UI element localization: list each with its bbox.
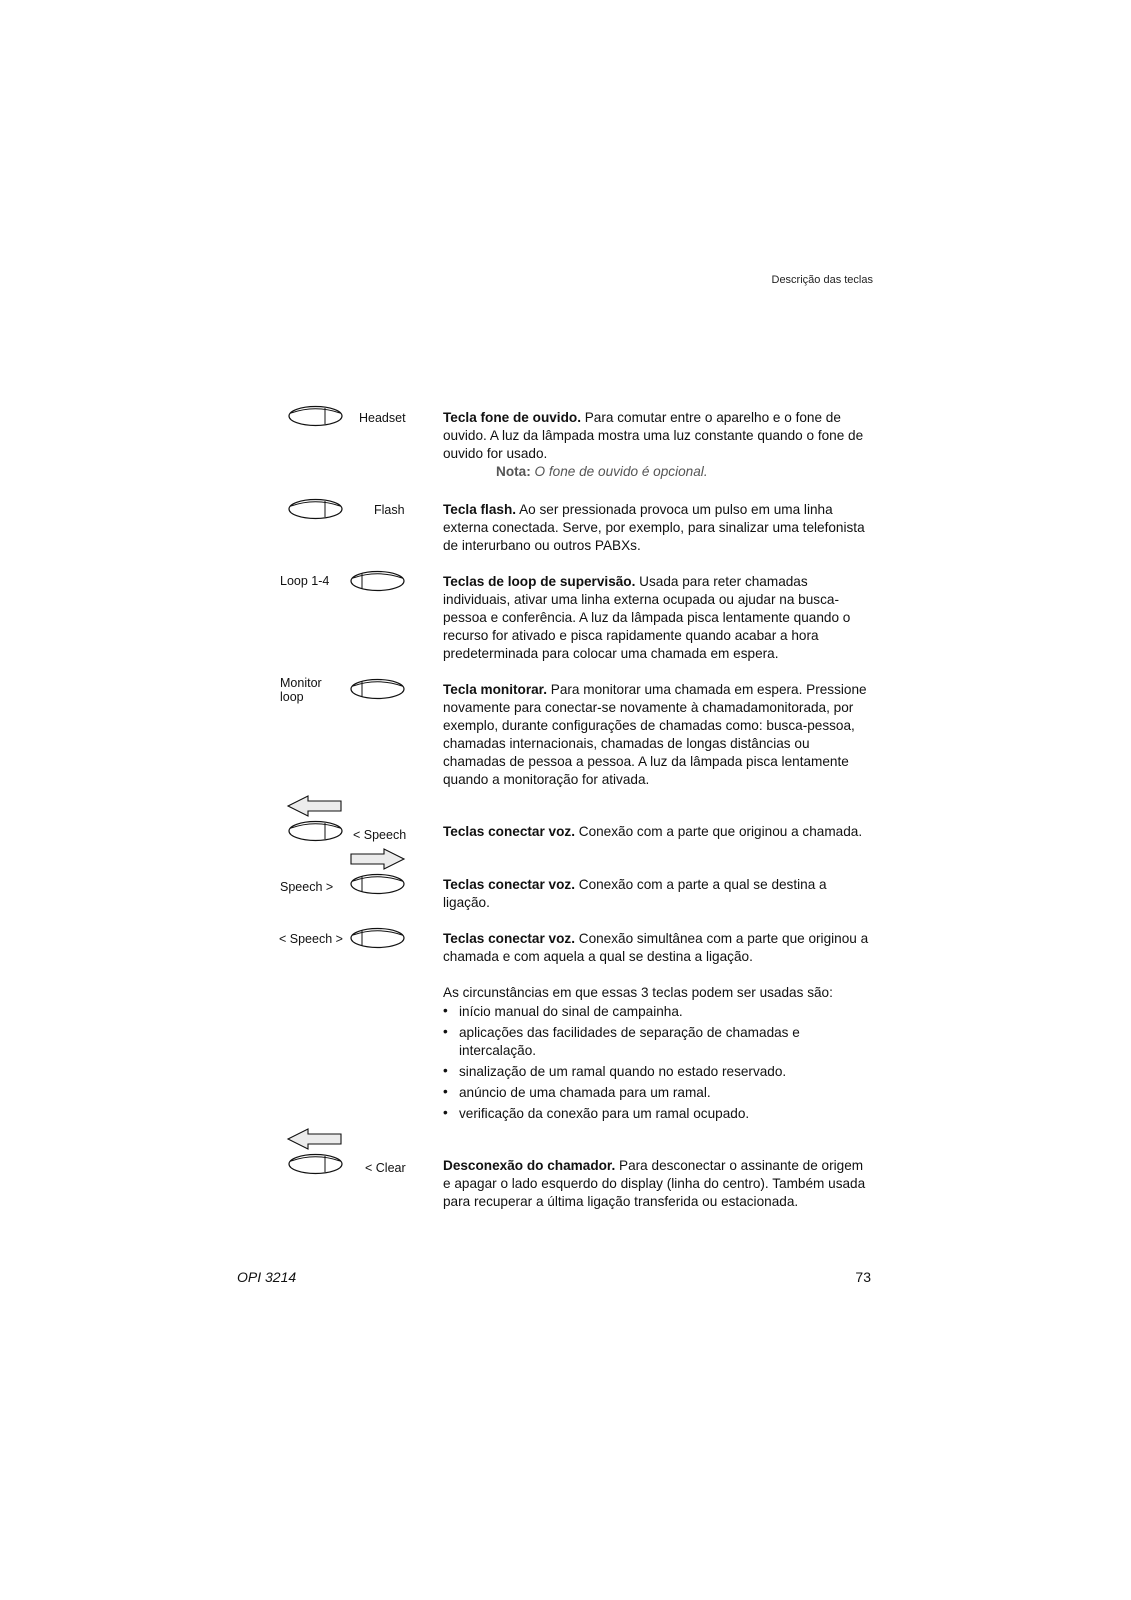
monitor-text: Para monitorar uma chamada em espera. Pressione novamente para conectar-se novamente à chamadamonitorada, por exemplo, durante configurações de chamadas como: busca-pessoa, chamadas internacionais, chamadas de longas distâncias ou chamadas de pessoa a pessoa. A luz da lâmpada pisca lentamente quando a monitoração for ativada. [443,682,867,787]
loop-title: Teclas de loop de supervisão. [443,574,636,589]
note-text: O fone de ouvido é opcional. [530,464,708,479]
circumstances-intro: As circunstâncias em que essas 3 teclas podem ser usadas são: [443,985,833,1000]
speech-both-key-label: < Speech > [279,932,343,946]
page-number: 73 [855,1269,871,1285]
headset-title: Tecla fone de ouvido. [443,410,581,425]
clear-description [443,1157,873,1211]
monitor-label-line2: loop [280,690,304,704]
loop-key-icon [350,570,406,592]
left-arrow-icon [287,1128,345,1150]
clear-title: Desconexão do chamador. [443,1158,616,1173]
monitor-key-icon [350,678,406,700]
speech-left-description [443,823,883,841]
flash-key-icon [288,498,344,520]
clear-text: Para desconectar o assinante de origem e apagar o lado esquerdo do display (linha do centro). Também usada para recuperar a última ligação transferida ou estacionada. [443,1158,866,1209]
monitor-label-line1: Monitor [280,676,322,690]
headset-note [496,464,708,479]
headset-key-label: Headset [359,411,406,425]
right-arrow-icon [348,848,406,870]
list-item: • verificação da conexão para um ramal ocupado. [443,1105,863,1123]
monitor-description [443,681,873,789]
loop-text: Usada para reter chamadas individuais, ativar uma linha externa ocupada ou ajudar na busca-pessoa e conferência. A luz da lâmpada pisca lentamente quando o recurso for ativado e pisca rapidamente quando acabar a hora predeterminada para colocar uma chamada em espera. [443,574,851,661]
loop-description [443,573,873,663]
circumstances-list [443,1003,863,1126]
flash-key-label: Flash [374,503,405,517]
list-item: • início manual do sinal de campainha. [443,1003,863,1021]
speech-both-key-icon [350,927,406,949]
list-item: • sinalização de um ramal quando no estado reservado. [443,1063,863,1081]
list-item: • anúncio de uma chamada para um ramal. [443,1084,863,1102]
speech-left-key-label: < Speech [353,828,407,842]
speech-both-text: Conexão simultânea com a parte que originou a chamada e com aquela a qual se destina a ligação. [443,931,869,964]
left-arrow-icon [287,795,345,817]
speech-left-text: Conexão com a parte que originou a chamada. [574,824,863,839]
clear-key-label: < Clear [365,1161,406,1175]
loop-key-label: Loop 1-4 [280,574,330,588]
monitor-title: Tecla monitorar. [443,682,547,697]
flash-title: Tecla flash. [443,502,517,517]
headset-description [443,409,873,463]
speech-both-title: Teclas conectar voz. [443,931,575,946]
speech-right-text: Conexão com a parte a qual se destina a ligação. [443,877,827,910]
monitor-key-label [280,676,322,704]
list-item: • aplicações das facilidades de separação de chamadas e intercalação. [443,1024,863,1060]
speech-both-description [443,930,873,966]
speech-right-title: Teclas conectar voz. [443,877,575,892]
clear-key-icon [288,1153,344,1175]
flash-text: Ao ser pressionada provoca um pulso em uma linha externa conectada. Serve, por exemplo, para sinalizar uma telefonista de interurbano ou outros PABXs. [443,502,865,553]
headset-text: Para comutar entre o aparelho e o fone de ouvido. A luz da lâmpada mostra uma luz constante quando o fone de ouvido for usado. [443,410,864,461]
footer-model: OPI 3214 [237,1269,297,1285]
speech-right-description [443,876,873,912]
note-label: Nota: [496,464,531,479]
section-header: Descrição das teclas [771,274,873,286]
speech-left-key-icon [288,820,344,842]
speech-right-key-icon [350,873,406,895]
speech-left-title: Teclas conectar voz. [443,824,575,839]
speech-right-key-label: Speech > [280,880,334,894]
headset-key-icon [288,405,344,427]
flash-description [443,501,873,555]
